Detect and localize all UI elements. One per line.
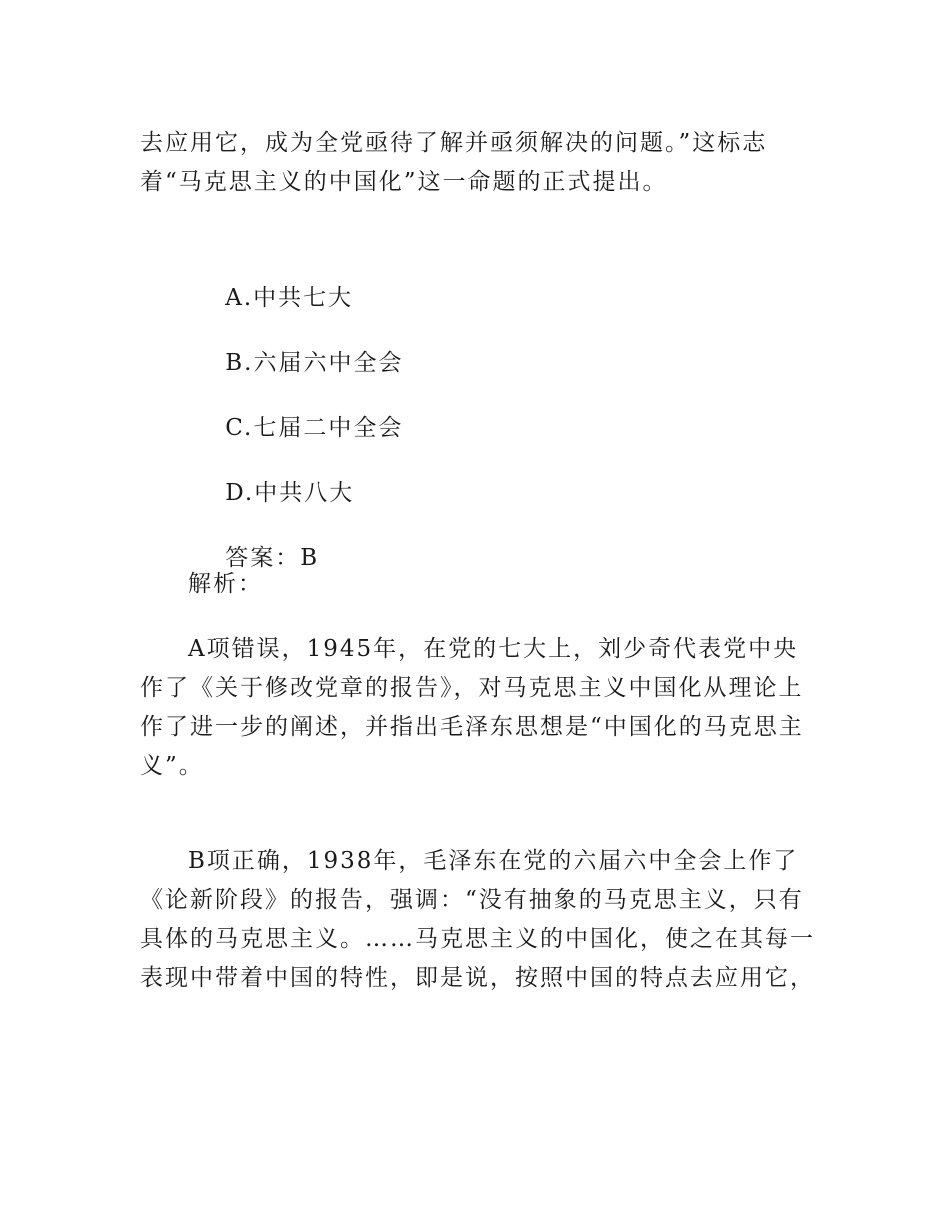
answer-label: 答案： [225,545,301,571]
question-stem-continued: 去应用它，成为全党亟待了解并亟须解决的问题。”这标志着“马克思主义的中国化”这一命题的正式提出。 [140,130,768,195]
analysis-label: 解析： [188,571,263,597]
analysis-paragraph-b: B项正确，1938年，毛泽东在党的六届六中全会上作了《论新阶段》的报告，强调：“没有抽象的马克思主义，只有具体的马克思主义。……马克思主义的中国化，使之在其每一表现中带着中国的特性，即是说，按照中国的特点去应用它， [140,848,815,991]
analysis-paragraph-a: A项错误，1945年，在党的七大上，刘少奇代表党中央作了《关于修改党章的报告》，对马克思主义中国化从理论上作了进一步的阐述，并指出毛泽东思想是“中国化的马克思主义”。 [140,636,804,779]
option-d-label: D. [225,480,255,506]
option-b-label: B. [225,350,254,376]
option-d-text: 中共八大 [254,480,355,506]
answer-value: B [300,545,320,571]
option-b-text: 六届六中全会 [253,350,404,376]
option-a-text: 中共七大 [253,285,354,311]
option-c-label: C. [225,415,254,441]
option-a-label: A. [225,285,254,311]
option-c-text: 七届二中全会 [253,415,404,441]
